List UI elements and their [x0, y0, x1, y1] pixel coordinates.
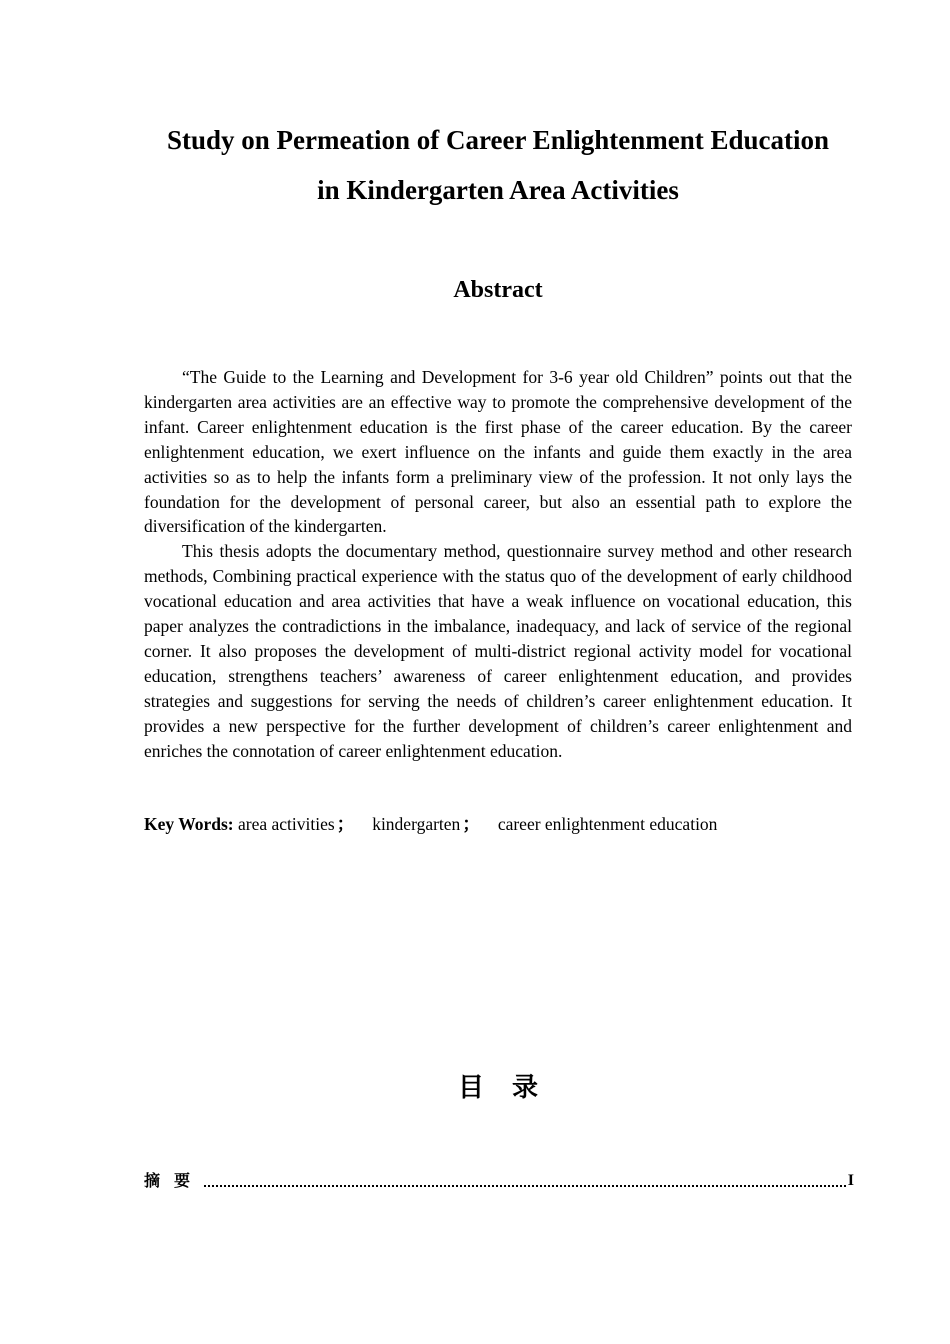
toc-entry-label: 摘要	[144, 1171, 205, 1190]
title-line-1: Study on Permeation of Career Enlightenment Education	[166, 125, 829, 155]
keyword-item: area activities	[238, 814, 335, 834]
toc-leader-dots	[204, 1184, 846, 1187]
keywords-line	[144, 812, 852, 837]
toc-entry-page: I	[847, 1172, 854, 1189]
toc-entry[interactable]	[144, 1168, 854, 1192]
abstract-paragraph-2: This thesis adopts the documentary method, questionnaire survey method and other research methods, Combining practical experience with the status quo of the development of early childhood vocational education and area activities that have a weak influence on vocational education, this paper analyzes the contradictions in the imbalance, inadequacy, and lack of service of the regional corner. It also proposes the development of multi-district regional activity model for vocational education, strengthens teachers’ awareness of career enlightenment education, and provides strategies and suggestions for serving the needs of children’s career enlightenment education. It provides a new perspective for the further development of children’s career enlightenment and enriches the connotation of career enlightenment education.	[144, 541, 852, 761]
title-line-2: in Kindergarten Area Activities	[317, 175, 679, 205]
keyword-item: kindergarten	[372, 814, 461, 834]
toc-heading: 目录	[457, 1073, 566, 1103]
document-title	[130, 115, 866, 215]
keyword-item: career enlightenment education	[497, 814, 718, 834]
keyword-separator: ；	[336, 814, 355, 834]
abstract-paragraph-1: “The Guide to the Learning and Development for 3-6 year old Children” points out that the kindergarten area activities are an effective way to promote the comprehensive development of the infant. Career enlightenment education is the first phase of the career education. By the career enlightenment education, we exert influence on the infants and guide them exactly in the area activities so as to help the infants form a preliminary view of the profession. It not only lays the foundation for the development of personal career, but also an essential path to explore the diversification of the kindergarten.	[144, 367, 852, 537]
keyword-separator: ；	[462, 814, 480, 834]
abstract-heading: Abstract	[453, 277, 543, 303]
abstract-body	[144, 365, 852, 764]
keywords-label: Key Words:	[144, 814, 234, 834]
